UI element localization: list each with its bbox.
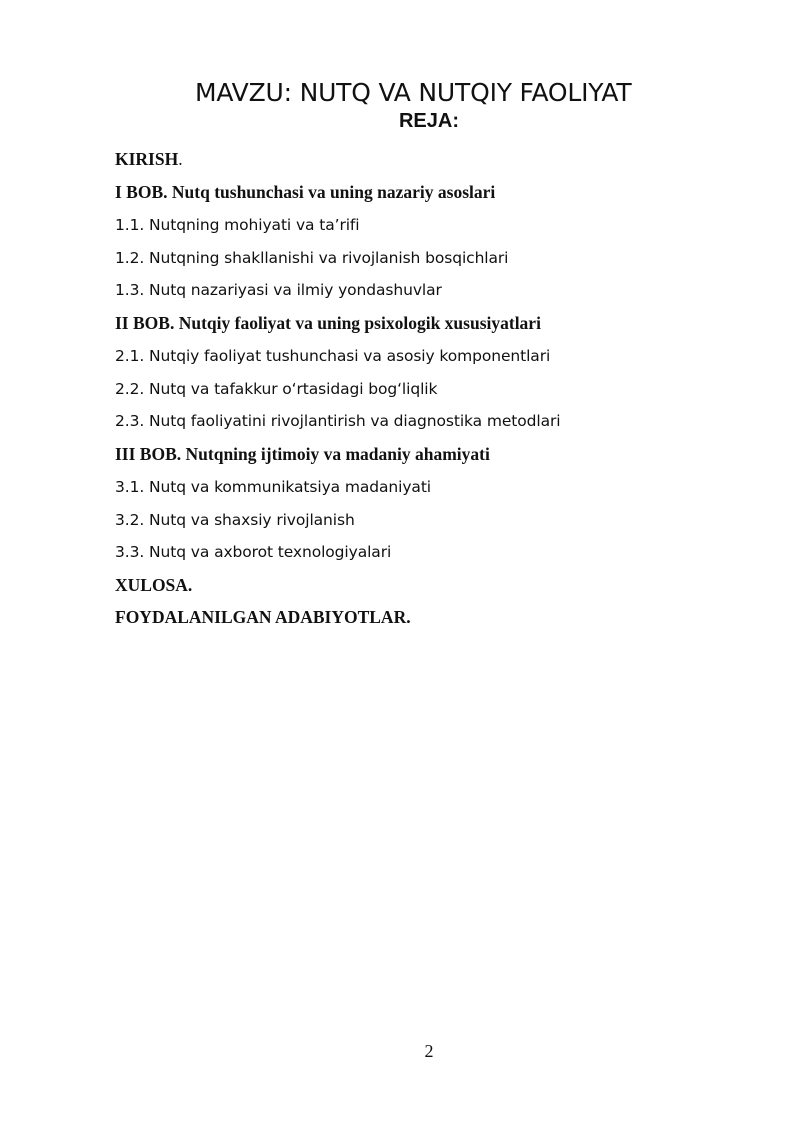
plan-heading: REJA:: [398, 110, 459, 132]
toc-intro: [115, 143, 755, 176]
toc-references: FOYDALANILGAN ADABIYOTLAR.: [115, 607, 411, 628]
toc-section-3-2: 3.2. Nutq va shaxsiy rivojlanish: [115, 510, 355, 529]
toc-conclusion: XULOSA.: [115, 574, 193, 595]
toc-section-3-3: 3.3. Nutq va axborot texnologiyalari: [115, 543, 392, 562]
page-title: MAVZU: NUTQ VA NUTQIY FAOLIYAT: [195, 78, 632, 107]
toc-section-2-2: 2.2. Nutq va tafakkur oʻrtasidagi bogʻliqlik: [115, 379, 438, 398]
toc-section-2-1: 2.1. Nutqiy faoliyat tushunchasi va asosiy komponentlari: [115, 346, 551, 365]
toc-section-2-3: 2.3. Nutq faoliyatini rivojlantirish va diagnostika metodlari: [115, 412, 561, 431]
page-number: 2: [424, 1041, 434, 1061]
toc-section-3-1: 3.1. Nutq va kommunikatsiya madaniyati: [115, 477, 432, 496]
toc-chapter-2: II BOB. Nutqiy faoliyat va uning psixologik xususiyatlari: [115, 312, 541, 333]
toc-section-1-3: 1.3. Nutq nazariyasi va ilmiy yondashuvlar: [115, 281, 442, 300]
toc-intro-period: .: [178, 148, 183, 169]
toc-chapter-1: I BOB. Nutq tushunchasi va uning nazariy asoslari: [115, 181, 496, 202]
toc-section-1-2: 1.2. Nutqning shakllanishi va rivojlanish bosqichlari: [115, 248, 509, 267]
toc-section-1-1: 1.1. Nutqning mohiyati va ta’rifi: [115, 215, 360, 234]
toc-chapter-3: III BOB. Nutqning ijtimoiy va madaniy ahamiyati: [115, 443, 490, 464]
table-of-contents: [115, 143, 755, 634]
toc-intro-label: KIRISH: [115, 148, 179, 169]
